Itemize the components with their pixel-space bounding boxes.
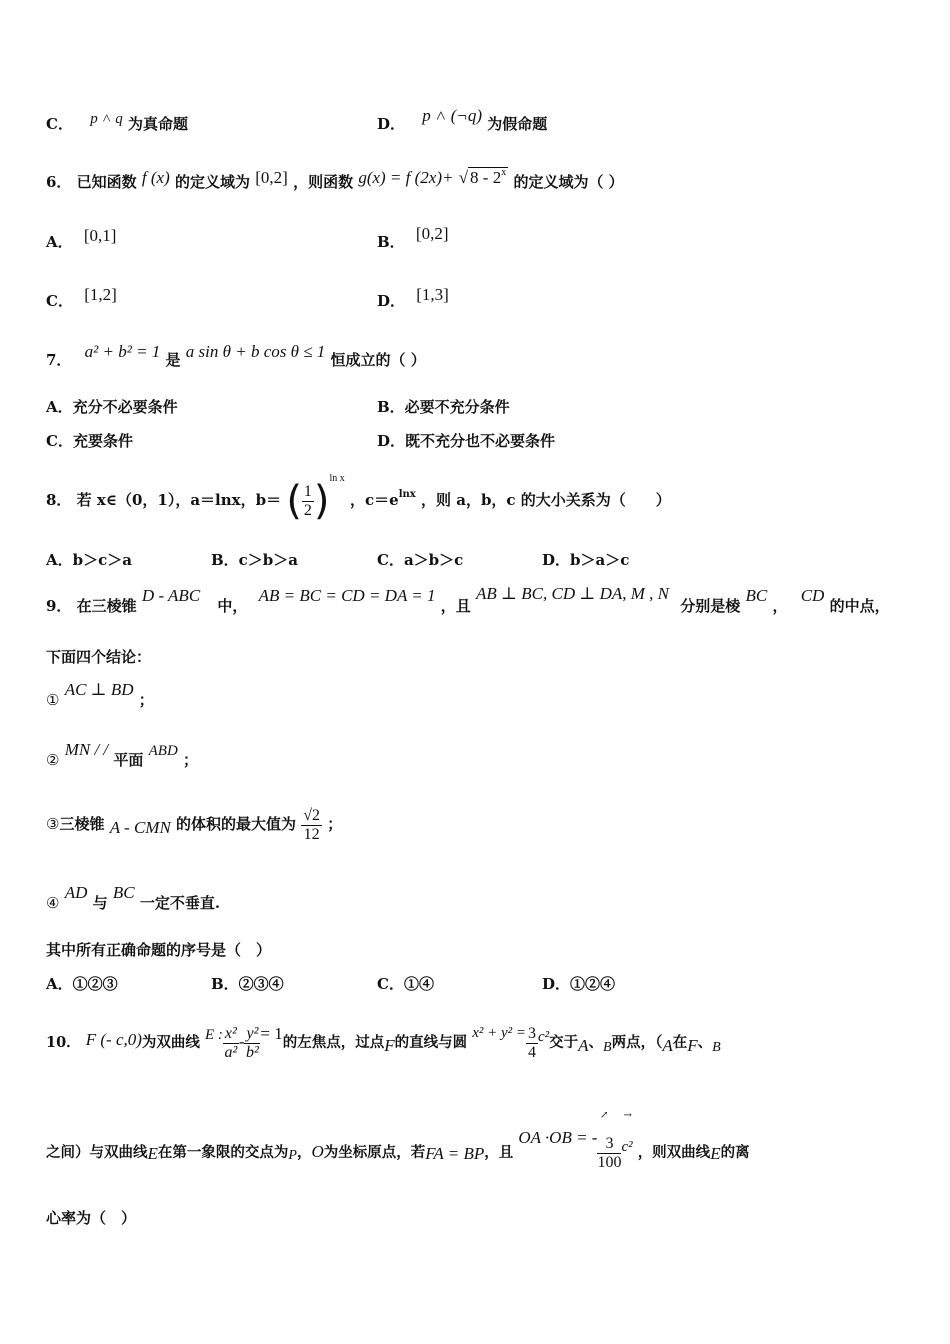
denominator: 100 <box>597 1153 622 1171</box>
math-expr: = 1 <box>260 1024 283 1043</box>
question-number: 6． <box>46 173 72 191</box>
q6-option-b <box>377 224 449 252</box>
option-label: B． <box>377 233 405 251</box>
stem-text: ，则 a，b，c 的大小关系为（ ） <box>421 491 671 509</box>
stem-text: 平面 <box>113 751 144 769</box>
q7-stem <box>46 342 426 370</box>
question-number: 9． <box>46 597 72 615</box>
math-expr: OA ·OB = - <box>518 1128 598 1147</box>
stem-text: 在三棱锥 <box>76 597 137 615</box>
math-expr: B <box>603 1040 612 1055</box>
denominator: 2 <box>303 501 312 519</box>
operator: - <box>238 1032 245 1051</box>
option-label: D． <box>377 292 406 310</box>
math-expr: c² <box>538 1029 550 1045</box>
fraction <box>302 483 314 520</box>
q8-option-c: C．a＞b＞c <box>377 551 464 569</box>
stem-text: 与 <box>92 894 108 912</box>
fraction <box>301 807 322 844</box>
math-expr: E <box>147 1144 158 1163</box>
math-expr: [0,1] <box>83 226 117 245</box>
option-label: C． <box>46 115 73 133</box>
q9-statement-2 <box>46 740 199 771</box>
stem-text: ，且 <box>440 597 471 615</box>
stem-text: ，c＝e <box>350 491 399 509</box>
stem-text: 、 <box>697 1034 713 1051</box>
stem-text: ，且 <box>484 1144 514 1161</box>
math-expr: BC <box>745 586 768 605</box>
question-number: 7． <box>46 351 72 369</box>
math-expr: [0,2] <box>415 224 449 243</box>
stem-text: 一定不垂直. <box>139 894 221 912</box>
stem-text: ， <box>772 597 788 615</box>
exponent: lnx <box>398 489 416 500</box>
q9-stem <box>46 584 890 616</box>
punct: ； <box>327 815 343 833</box>
q9-statement-1 <box>46 680 154 710</box>
stem-text: 交于 <box>549 1034 579 1051</box>
stem-text: 的定义域为（ ） <box>513 173 624 191</box>
math-expr: B <box>712 1040 721 1055</box>
math-expr: ABD <box>148 743 178 759</box>
stem-text: 的定义域为 <box>175 173 251 191</box>
math-expr: F <box>384 1036 395 1055</box>
q8-option-a: A．b＞c＞a <box>46 551 132 569</box>
vector-arrow-marks: ↗ → <box>600 1110 638 1121</box>
q10-stem-line1 <box>46 1016 721 1070</box>
q9-question: 其中所有正确命题的序号是（ ） <box>46 941 272 959</box>
math-expr: E : <box>204 1027 223 1043</box>
exponent: x <box>501 167 507 178</box>
stem-text: 三棱锥 <box>59 815 105 833</box>
stem-text: 两点，（ <box>611 1034 663 1051</box>
math-expr: D - ABC <box>141 586 201 605</box>
math-expr: A <box>578 1036 589 1055</box>
math-expr: p ˄ (¬q) <box>422 106 483 125</box>
numerator: y² <box>246 1024 259 1042</box>
stem-text: 是 <box>165 351 181 369</box>
numerator: 3 <box>597 1135 621 1154</box>
q9-intro: 下面四个结论： <box>46 648 152 666</box>
q5-option-c <box>46 111 189 135</box>
math-expr: MN / / <box>64 740 109 759</box>
math-expr: [1,2] <box>84 285 117 304</box>
math-expr: FA = BP <box>425 1144 485 1163</box>
left-paren: ( <box>286 478 302 524</box>
circled-number: ③ <box>46 815 60 833</box>
q9-option-d: D．①②④ <box>542 975 616 993</box>
numerator: √2 <box>303 806 321 824</box>
stem-text: 若 x∈（0，1），a＝lnx，b＝ <box>76 491 282 509</box>
stem-text: 在 <box>672 1034 688 1051</box>
circled-number: ② <box>46 751 60 769</box>
stem-text: 中， <box>217 597 248 615</box>
q7-option-d: D．既不充分也不必要条件 <box>377 432 556 450</box>
math-expr: p ˄ q <box>90 111 123 127</box>
option-text: 为真命题 <box>128 115 189 133</box>
stem-text: 为坐标原点，若 <box>323 1144 426 1161</box>
q6-option-d <box>377 285 449 311</box>
q7-option-c: C．充要条件 <box>46 432 133 450</box>
q8-option-d: D．b＞a＞c <box>542 551 630 569</box>
q7-option-b: B．必要不充分条件 <box>377 398 510 416</box>
math-expr: a² + b² = 1 <box>84 342 161 361</box>
math-expr: x² + y² = <box>472 1025 526 1041</box>
q9-option-c: C．①④ <box>377 975 434 993</box>
stem-text: ，则函数 <box>293 173 354 191</box>
option-text: 为假命题 <box>487 115 548 133</box>
math-expr: [1,3] <box>416 285 449 304</box>
q10-stem-line3: 心率为（ ） <box>46 1209 137 1227</box>
math-expr: g(x) = f (2x)+ <box>358 168 454 187</box>
q5-option-d <box>377 106 548 134</box>
question-number: 10． <box>46 1034 81 1051</box>
denominator: a² <box>224 1043 238 1061</box>
option-label: D． <box>377 115 406 133</box>
stem-text: ， <box>296 1144 312 1161</box>
stem-text: 的中点， <box>829 597 890 615</box>
right-paren: ) <box>313 478 330 524</box>
stem-text: 的左焦点，过点 <box>282 1034 385 1051</box>
math-expr: c² <box>621 1139 633 1155</box>
numerator: 1 <box>303 482 312 500</box>
math-expr: AC ⊥ BD <box>64 680 134 699</box>
math-expr: AD <box>64 883 88 902</box>
math-expr: BC <box>112 883 135 902</box>
circled-number: ④ <box>46 894 60 912</box>
option-label: A． <box>46 233 73 251</box>
stem-text: 在第一象限的交点为 <box>157 1144 289 1161</box>
stem-text: 为双曲线 <box>141 1034 200 1051</box>
math-expr: F <box>687 1036 698 1055</box>
math-expr: CD <box>800 586 825 605</box>
q9-statement-3 <box>46 800 342 848</box>
q8-stem <box>46 471 671 532</box>
stem-text: 已知函数 <box>76 173 137 191</box>
stem-text: 的离 <box>720 1144 750 1161</box>
q9-statement-4 <box>46 883 221 913</box>
fraction <box>223 1025 239 1062</box>
math-expr: O <box>311 1142 324 1161</box>
math-expr: AB ⊥ BC, CD ⊥ DA, M , N <box>476 584 669 603</box>
punct: ； <box>183 751 199 769</box>
math-expr: P <box>288 1148 297 1163</box>
math-expr: A <box>662 1036 673 1055</box>
stem-text: 的直线与圆 <box>394 1034 468 1051</box>
q6-option-c <box>46 285 117 311</box>
math-expr: f (x) <box>141 168 170 187</box>
q10-stem-line2 <box>46 1124 750 1182</box>
math-expr: E <box>710 1144 721 1163</box>
numerator: 3 <box>528 1024 536 1042</box>
q9-option-b: B．②③④ <box>211 975 284 993</box>
fraction <box>597 1135 621 1172</box>
option-label: C． <box>46 292 73 310</box>
numerator: x² <box>224 1024 237 1042</box>
q6-option-a <box>46 226 117 252</box>
sqrt-expr: √ 8 - 2$^x$ <box>458 167 507 187</box>
radicand: 8 - 2 <box>470 168 502 187</box>
q8-option-b: B．c＞b＞a <box>211 551 299 569</box>
fraction <box>244 1025 260 1062</box>
stem-text: 分别是棱 <box>680 597 741 615</box>
q7-option-a: A．充分不必要条件 <box>46 398 178 416</box>
math-expr: a sin θ + b cos θ ≤ 1 <box>185 342 326 361</box>
stem-text: 、 <box>588 1034 604 1051</box>
stem-text: ，则双曲线 <box>637 1144 711 1161</box>
denominator: 4 <box>528 1043 536 1061</box>
math-expr: F (- c,0) <box>85 1030 142 1049</box>
q6-stem <box>46 167 624 195</box>
math-expr: A - CMN <box>109 818 171 837</box>
denominator: 12 <box>303 825 320 843</box>
q9-option-a: A．①②③ <box>46 975 118 993</box>
punct: ； <box>138 691 154 709</box>
question-number: 8． <box>46 491 72 509</box>
denominator: b² <box>246 1043 259 1061</box>
exponent: ln x <box>329 473 345 484</box>
math-expr: AB = BC = CD = DA = 1 <box>258 586 436 605</box>
math-expr: [0,2] <box>255 168 288 187</box>
circled-number: ① <box>46 691 60 709</box>
stem-text: 的体积的最大值为 <box>176 815 297 833</box>
stem-text: 恒成立的（ ） <box>330 351 426 369</box>
fraction <box>526 1025 538 1062</box>
stem-text: 之间）与双曲线 <box>46 1144 148 1161</box>
